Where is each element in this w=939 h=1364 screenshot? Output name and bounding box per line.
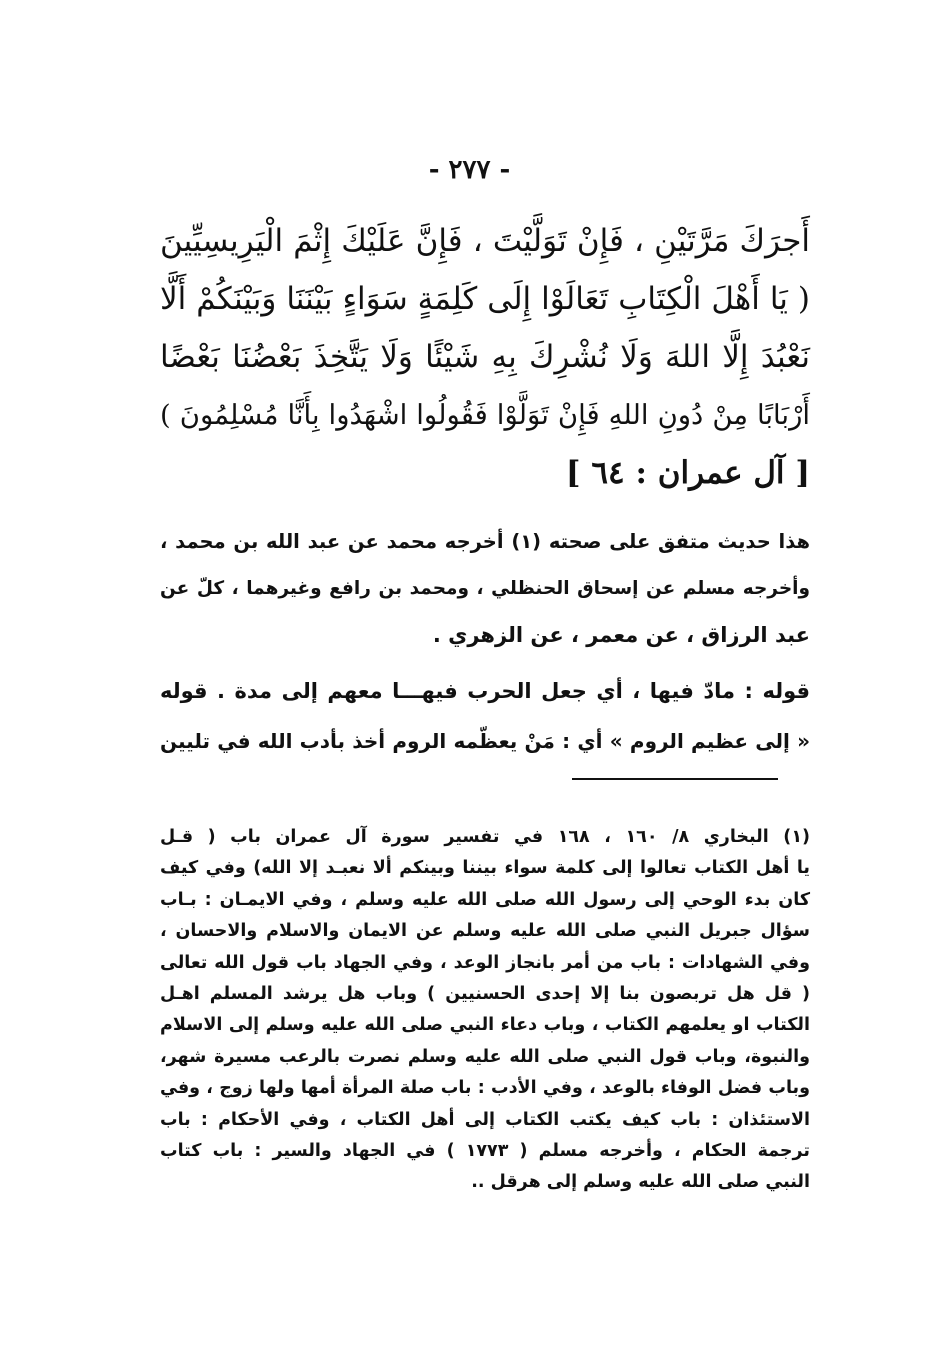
verse-line: نَعْبُدَ إِلَّا اللهَ وَلَا نُشْرِكَ بِهِ شَيْئًا وَلَا يَتَّخِذَ بَعْضُنَا بَعْضًا	[160, 339, 810, 375]
paragraph-line: وأخرجه مسلم عن إسحاق الحنظلي ، ومحمد بن رافع وغيرهما ، كلّ عن	[160, 578, 810, 599]
paragraph-line: قوله : مادّ فيها ، أي جعل الحرب فيهـــا معهم إلى مدة . قوله	[160, 679, 810, 703]
paragraph-line: « إلى عظيم الروم » أي : مَنْ يعظّمه الروم أخذ بأدب الله في تليين	[160, 729, 810, 753]
footnote-line: الاستئذان : باب كيف يكتب الكتاب إلى أهل الكتاب ، وفي الأحكام : باب	[160, 1109, 810, 1130]
footnote-line: النبي صلى الله عليه وسلم إلى هرقل ..	[471, 1172, 810, 1193]
footnote-line: وباب فضل الوفاء بالوعد ، وفي الأدب : باب صلة المرأة أمها ولها زوج ، وفي	[160, 1078, 810, 1099]
verse-line: ( يَا أَهْلَ الْكِتَابِ تَعَالَوْا إِلَى كَلِمَةٍ سَوَاءٍ بَيْنَنَا وَبَيْنَكُمْ أَلَّا	[160, 281, 810, 317]
footnote-line: الكتاب او يعلمهم الكتاب ، وباب دعاء النبي صلى الله عليه وسلم إلى الاسلام	[160, 1015, 810, 1036]
footnote-line: يا أهل الكتاب تعالوا إلى كلمة سواء بيننا وبينكم ألا نعبـد إلا الله) وفي كيف	[160, 858, 810, 879]
quran-verse-block	[160, 212, 810, 502]
footnote-block	[160, 822, 810, 1199]
page-number: - ٢٧٧ -	[428, 155, 511, 185]
footnote-line: وفي الشهادات : باب من أمر بانجاز الوعد ، وفي الجهاد باب قول الله تعالى	[160, 952, 810, 973]
footnote-line: كان بدء الوحي إلى رسول الله صلى الله عليه وسلم ، وفي الايمـان : بـاب	[160, 889, 810, 910]
verse-line: أَجرَكَ مَرَّتَيْنِ ، فَإِنْ تَوَلَّيْتَ ، فَإِنَّ عَلَيْكَ إِثْمَ الْيَرِيسِيِّينَ	[160, 223, 810, 259]
commentary-paragraph	[160, 666, 810, 766]
paragraph-line: عبد الرزاق ، عن معمر ، عن الزهري .	[432, 623, 810, 647]
footnote-line: ( قل هل تربصون بنا إلا إحدى الحسنيين ) وباب هل يرشد المسلم اهـل	[160, 983, 810, 1004]
paragraph-line: هذا حديث متفق على صحته (١) أخرجه محمد عن عبد الله بن محمد ،	[160, 530, 810, 553]
verse-reference: [ آل عمران : ٦٤ ]	[565, 455, 810, 491]
footnote-line: سؤال جبريل النبي صلى الله عليه وسلم عن الايمان والاسلام والاحسان ،	[160, 921, 810, 942]
footnote-line: والنبوة، وباب قول النبي صلى الله عليه وسلم نصرت بالرعب مسيرة شهر،	[160, 1046, 810, 1067]
footnote-line: (١) البخاري ٨/ ١٦٠ ، ١٦٨ في تفسير سورة آل عمران باب ( قـل	[160, 827, 810, 847]
hadith-paragraph	[160, 518, 810, 659]
verse-line: أَرْبَابًا مِنْ دُونِ اللهِ فَإِنْ تَوَلَّوْا فَقُولُوا اشْهَدُوا بِأَنَّا مُسْلِمُونَ )	[160, 399, 810, 431]
footnote-divider	[572, 778, 778, 780]
footnote-line: ترجمة الحكام ، وأخرجه مسلم ( ١٧٧٣ ) في الجهاد والسير : باب كتاب	[160, 1140, 810, 1161]
